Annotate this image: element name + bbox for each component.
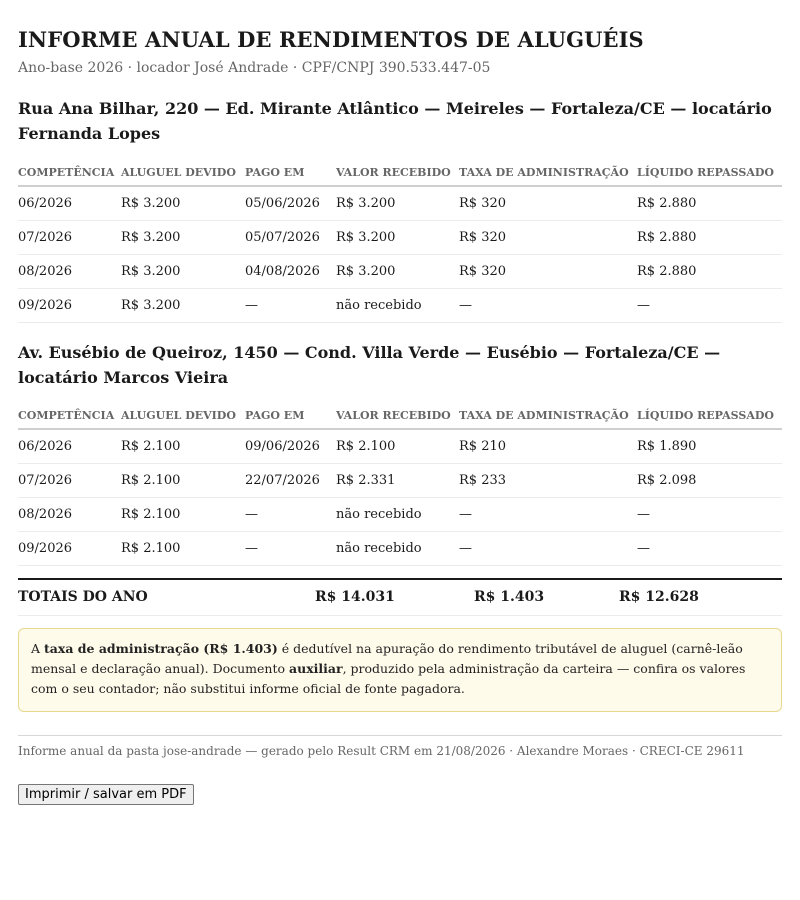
cell: 08/2026 [18,498,121,532]
col-taxa-administracao: TAXA DE ADMINISTRAÇÃO [459,402,637,429]
col-taxa-administracao: TAXA DE ADMINISTRAÇÃO [459,159,637,186]
col-liquido-repassado: LÍQUIDO REPASSADO [637,159,782,186]
cell: 04/08/2026 [245,255,336,289]
cell: R$ 320 [459,255,637,289]
ledger-table-2 [18,402,782,566]
cell: 09/06/2026 [245,429,336,464]
footer-text: Informe anual da pasta jose-andrade — gerado pelo Result CRM em 21/08/2026 · Alexandre Moraes · CRECI-CE 29611 [18,735,782,758]
col-valor-recebido: VALOR RECEBIDO [336,159,459,186]
col-aluguel-devido: ALUGUEL DEVIDO [121,159,245,186]
table-row [18,464,782,498]
cell: — [459,532,637,566]
cell: R$ 2.880 [637,186,782,221]
cell: 09/2026 [18,532,121,566]
cell: R$ 2.100 [121,464,245,498]
cell: R$ 3.200 [336,186,459,221]
col-valor-recebido: VALOR RECEBIDO [336,402,459,429]
table-header-row [18,159,782,186]
page-title: INFORME ANUAL DE RENDIMENTOS DE ALUGUÉIS [18,27,644,52]
col-pago-em: PAGO EM [245,402,336,429]
cell: R$ 2.100 [121,532,245,566]
totals-row [18,578,782,616]
cell: R$ 2.100 [121,498,245,532]
col-pago-em: PAGO EM [245,159,336,186]
cell: R$ 2.880 [637,255,782,289]
col-competencia: COMPETÊNCIA [18,159,121,186]
totals-admin-fee: R$ 1.403 [474,589,545,605]
cell: — [637,532,782,566]
property-title-1: Rua Ana Bilhar, 220 — Ed. Mirante Atlântico — Meireles — Fortaleza/CE — locatário Fernanda Lopes [18,99,772,143]
cell: 22/07/2026 [245,464,336,498]
cell: R$ 3.200 [336,255,459,289]
table-row [18,429,782,464]
cell: R$ 233 [459,464,637,498]
totals-net: R$ 12.628 [619,589,699,605]
col-liquido-repassado: LÍQUIDO REPASSADO [637,402,782,429]
cell: R$ 2.100 [336,429,459,464]
totals-received: R$ 14.031 [315,589,395,605]
cell: R$ 2.098 [637,464,782,498]
note-bold-fee: taxa de administração (R$ 1.403) [44,641,278,656]
ledger-table-1 [18,159,782,323]
cell: não recebido [336,498,459,532]
cell: — [245,498,336,532]
property-title-2: Av. Eusébio de Queiroz, 1450 — Cond. Villa Verde — Eusébio — Fortaleza/CE — locatário Marcos Vieira [18,343,721,387]
cell: R$ 3.200 [121,255,245,289]
cell: 06/2026 [18,186,121,221]
note-bold-auxiliar: auxiliar [289,661,343,676]
cell: 07/2026 [18,221,121,255]
table-row [18,255,782,289]
cell: — [637,289,782,323]
page-subtitle: Ano-base 2026 · locador José Andrade · CPF/CNPJ 390.533.447-05 [18,60,491,76]
totals-label: TOTAIS DO ANO [18,589,148,605]
cell: 09/2026 [18,289,121,323]
cell: R$ 2.100 [121,429,245,464]
note-text: é dedutível na apuração do rendimento tributável de aluguel (carnê-leão mensal e declaração anual). Documento [31,641,743,676]
cell: — [459,289,637,323]
cell: — [637,498,782,532]
cell: R$ 2.880 [637,221,782,255]
cell: R$ 3.200 [121,221,245,255]
cell: R$ 2.331 [336,464,459,498]
note-text: A [31,641,45,656]
table-row [18,532,782,566]
cell: 07/2026 [18,464,121,498]
col-aluguel-devido: ALUGUEL DEVIDO [121,402,245,429]
cell: — [245,289,336,323]
table-row [18,289,782,323]
table-row [18,186,782,221]
cell: 05/07/2026 [245,221,336,255]
table-row [18,498,782,532]
cell: R$ 1.890 [637,429,782,464]
table-header-row [18,402,782,429]
cell: 08/2026 [18,255,121,289]
cell: R$ 210 [459,429,637,464]
cell: R$ 3.200 [336,221,459,255]
cell: 05/06/2026 [245,186,336,221]
cell: — [245,532,336,566]
cell: R$ 320 [459,221,637,255]
cell: R$ 3.200 [121,186,245,221]
tax-note [18,628,782,712]
cell: não recebido [336,532,459,566]
cell: 06/2026 [18,429,121,464]
note-text: , produzido pela administração da carteira — confira os valores com o seu contador; não substitui informe oficial de fonte pagadora. [31,661,746,696]
cell: R$ 3.200 [121,289,245,323]
cell: — [459,498,637,532]
col-competencia: COMPETÊNCIA [18,402,121,429]
table-row [18,221,782,255]
print-button[interactable]: Imprimir / salvar em PDF [18,784,194,805]
cell: R$ 320 [459,186,637,221]
cell: não recebido [336,289,459,323]
